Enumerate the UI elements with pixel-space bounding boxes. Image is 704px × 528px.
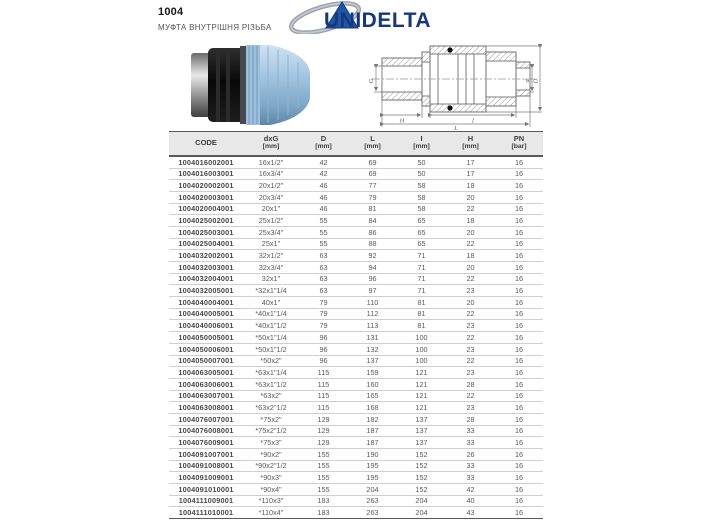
cell-h: 28	[446, 378, 495, 390]
title-block	[158, 6, 272, 32]
cell-d: 183	[299, 495, 348, 507]
cell-h: 23	[446, 285, 495, 297]
cell-dxg: 32x1/2"	[243, 250, 299, 262]
cell-dxg: *90x2"1/2	[243, 460, 299, 472]
cell-code: 1004016002001	[169, 156, 243, 168]
cell-dxg: *50x2"	[243, 355, 299, 367]
cell-pn: 16	[495, 367, 543, 379]
cell-l: 86	[348, 226, 397, 238]
cell-i: 204	[397, 507, 446, 519]
cell-i: 50	[397, 168, 446, 180]
cell-code: 1004040006001	[169, 320, 243, 332]
cell-i: 121	[397, 367, 446, 379]
cell-pn: 16	[495, 425, 543, 437]
cell-i: 152	[397, 484, 446, 496]
cell-h: 17	[446, 156, 495, 168]
cell-dxg: *75x2"1/2	[243, 425, 299, 437]
cell-pn: 16	[495, 262, 543, 274]
cell-l: 112	[348, 308, 397, 320]
cell-code: 1004050006001	[169, 343, 243, 355]
cell-d: 96	[299, 355, 348, 367]
cell-h: 22	[446, 332, 495, 344]
table-row	[169, 238, 543, 250]
cell-l: 263	[348, 507, 397, 519]
spec-table-body	[169, 156, 543, 519]
cell-code: 1004040004001	[169, 297, 243, 309]
cell-pn: 16	[495, 308, 543, 320]
table-row	[169, 203, 543, 215]
cell-d: 115	[299, 402, 348, 414]
cell-dxg: 16x1/2"	[243, 156, 299, 168]
cell-dxg: *110x4"	[243, 507, 299, 519]
cell-pn: 16	[495, 238, 543, 250]
cell-i: 81	[397, 297, 446, 309]
cell-l: 187	[348, 425, 397, 437]
cell-l: 190	[348, 449, 397, 461]
cell-d: 129	[299, 425, 348, 437]
cell-i: 121	[397, 378, 446, 390]
cell-dxg: *75x2"	[243, 413, 299, 425]
cell-dxg: 25x3/4"	[243, 226, 299, 238]
cell-dxg: 32x3/4"	[243, 262, 299, 274]
cell-h: 22	[446, 355, 495, 367]
table-row	[169, 226, 543, 238]
cell-i: 81	[397, 308, 446, 320]
cell-pn: 16	[495, 215, 543, 227]
cell-h: 22	[446, 203, 495, 215]
cell-l: 69	[348, 168, 397, 180]
cell-pn: 16	[495, 484, 543, 496]
dim-label-h: H	[399, 117, 405, 125]
cell-l: 84	[348, 215, 397, 227]
cell-code: 1004091008001	[169, 460, 243, 472]
cell-dxg: *75x3"	[243, 437, 299, 449]
cell-l: 165	[348, 390, 397, 402]
cell-dxg: *32x1"1/4	[243, 285, 299, 297]
cell-h: 42	[446, 484, 495, 496]
cell-dxg: *63x1"1/4	[243, 367, 299, 379]
cell-d: 129	[299, 437, 348, 449]
table-row	[169, 250, 543, 262]
cell-h: 26	[446, 449, 495, 461]
col-header-d: D [mm]	[299, 132, 348, 156]
cell-l: 113	[348, 320, 397, 332]
cell-code: 1004040005001	[169, 308, 243, 320]
cell-i: 121	[397, 402, 446, 414]
cell-d: 63	[299, 262, 348, 274]
cell-l: 263	[348, 495, 397, 507]
technical-drawing	[368, 27, 548, 131]
cell-code: 1004025004001	[169, 238, 243, 250]
col-header-code: CODE	[169, 132, 243, 156]
cell-h: 23	[446, 402, 495, 414]
cell-dxg: 20x1"	[243, 203, 299, 215]
cell-pn: 16	[495, 472, 543, 484]
cell-h: 22	[446, 238, 495, 250]
cell-h: 33	[446, 437, 495, 449]
cell-code: 1004063005001	[169, 367, 243, 379]
cell-i: 137	[397, 437, 446, 449]
cell-i: 58	[397, 191, 446, 203]
cell-code: 1004063006001	[169, 378, 243, 390]
cell-code: 1004063008001	[169, 402, 243, 414]
cell-i: 152	[397, 460, 446, 472]
cell-dxg: 20x1/2"	[243, 180, 299, 192]
cell-l: 131	[348, 332, 397, 344]
cell-code: 1004091010001	[169, 484, 243, 496]
cell-l: 137	[348, 355, 397, 367]
cell-h: 28	[446, 413, 495, 425]
cell-pn: 16	[495, 203, 543, 215]
spec-table-header	[169, 132, 543, 156]
cell-h: 17	[446, 168, 495, 180]
cell-pn: 16	[495, 437, 543, 449]
table-row	[169, 449, 543, 461]
cell-code: 1004016003001	[169, 168, 243, 180]
brand-name: UNIDELTA	[324, 9, 432, 32]
cell-code: 1004076009001	[169, 437, 243, 449]
cell-i: 100	[397, 355, 446, 367]
table-row	[169, 180, 543, 192]
cell-d: 46	[299, 191, 348, 203]
cell-h: 18	[446, 215, 495, 227]
cell-i: 71	[397, 262, 446, 274]
col-header-h: H [mm]	[446, 132, 495, 156]
cell-dxg: *40x1"1/2	[243, 320, 299, 332]
cell-d: 96	[299, 332, 348, 344]
cell-i: 50	[397, 156, 446, 168]
table-row	[169, 472, 543, 484]
dim-label-d-big: D	[532, 78, 540, 84]
cell-dxg: *90x4"	[243, 484, 299, 496]
cell-h: 20	[446, 191, 495, 203]
cell-h: 40	[446, 495, 495, 507]
cell-l: 110	[348, 297, 397, 309]
cell-pn: 16	[495, 285, 543, 297]
cell-h: 33	[446, 460, 495, 472]
cell-d: 79	[299, 308, 348, 320]
cell-i: 100	[397, 343, 446, 355]
cell-code: 1004032004001	[169, 273, 243, 285]
cell-d: 115	[299, 378, 348, 390]
cell-pn: 16	[495, 413, 543, 425]
cell-i: 71	[397, 273, 446, 285]
cell-i: 58	[397, 180, 446, 192]
cell-pn: 16	[495, 378, 543, 390]
cell-h: 22	[446, 273, 495, 285]
table-row	[169, 156, 543, 168]
cell-code: 1004032005001	[169, 285, 243, 297]
cell-d: 63	[299, 250, 348, 262]
cell-code: 1004091009001	[169, 472, 243, 484]
cell-l: 182	[348, 413, 397, 425]
cell-d: 183	[299, 507, 348, 519]
cell-code: 1004020003001	[169, 191, 243, 203]
cell-code: 1004020002001	[169, 180, 243, 192]
table-row	[169, 390, 543, 402]
cell-i: 65	[397, 215, 446, 227]
cell-i: 71	[397, 285, 446, 297]
cell-dxg: 20x3/4"	[243, 191, 299, 203]
cell-i: 58	[397, 203, 446, 215]
cell-code: 1004025002001	[169, 215, 243, 227]
table-row	[169, 378, 543, 390]
cell-d: 129	[299, 413, 348, 425]
cell-h: 18	[446, 250, 495, 262]
cell-dxg: *50x1"1/4	[243, 332, 299, 344]
cell-d: 55	[299, 226, 348, 238]
cell-pn: 16	[495, 273, 543, 285]
table-row	[169, 402, 543, 414]
cell-d: 155	[299, 460, 348, 472]
cell-l: 97	[348, 285, 397, 297]
cell-pn: 16	[495, 226, 543, 238]
cell-i: 65	[397, 226, 446, 238]
dim-label-g: G	[368, 78, 375, 84]
cell-code: 1004111010001	[169, 507, 243, 519]
table-row	[169, 343, 543, 355]
cell-l: 81	[348, 203, 397, 215]
cell-pn: 16	[495, 332, 543, 344]
cell-code: 1004050007001	[169, 355, 243, 367]
dim-label-d-small: d	[524, 79, 531, 83]
cell-code: 1004020004001	[169, 203, 243, 215]
cell-code: 1004025003001	[169, 226, 243, 238]
cell-l: 195	[348, 472, 397, 484]
cell-dxg: 16x3/4"	[243, 168, 299, 180]
cell-l: 77	[348, 180, 397, 192]
cell-l: 69	[348, 156, 397, 168]
cell-d: 42	[299, 168, 348, 180]
table-row	[169, 437, 543, 449]
cell-i: 65	[397, 238, 446, 250]
cell-code: 1004076007001	[169, 413, 243, 425]
cell-h: 18	[446, 180, 495, 192]
cell-code: 1004032003001	[169, 262, 243, 274]
cell-i: 152	[397, 472, 446, 484]
cell-l: 79	[348, 191, 397, 203]
dim-label-i: I	[471, 117, 475, 125]
cell-dxg: 25x1/2"	[243, 215, 299, 227]
table-row	[169, 367, 543, 379]
cell-dxg: *63x1"1/2	[243, 378, 299, 390]
cell-l: 187	[348, 437, 397, 449]
cell-dxg: *40x1"1/4	[243, 308, 299, 320]
table-row	[169, 413, 543, 425]
cell-h: 33	[446, 472, 495, 484]
cell-d: 63	[299, 285, 348, 297]
col-header-l: L [mm]	[348, 132, 397, 156]
cell-l: 88	[348, 238, 397, 250]
table-row	[169, 320, 543, 332]
cell-i: 100	[397, 332, 446, 344]
cell-pn: 16	[495, 343, 543, 355]
cell-d: 155	[299, 449, 348, 461]
cell-i: 71	[397, 250, 446, 262]
cell-pn: 16	[495, 495, 543, 507]
cell-dxg: 40x1"	[243, 297, 299, 309]
cell-l: 92	[348, 250, 397, 262]
cell-d: 46	[299, 203, 348, 215]
cell-pn: 16	[495, 191, 543, 203]
cell-i: 137	[397, 425, 446, 437]
cell-dxg: *110x3"	[243, 495, 299, 507]
cell-i: 137	[397, 413, 446, 425]
cell-dxg: *90x3"	[243, 472, 299, 484]
cell-code: 1004091007001	[169, 449, 243, 461]
table-row	[169, 191, 543, 203]
cell-pn: 16	[495, 320, 543, 332]
col-header-i: I [mm]	[397, 132, 446, 156]
cell-d: 55	[299, 238, 348, 250]
cell-i: 121	[397, 390, 446, 402]
table-row	[169, 484, 543, 496]
table-row	[169, 495, 543, 507]
table-row	[169, 168, 543, 180]
cell-pn: 16	[495, 507, 543, 519]
cell-code: 1004032002001	[169, 250, 243, 262]
cell-d: 42	[299, 156, 348, 168]
dim-label-l: L	[454, 125, 458, 131]
cell-pn: 16	[495, 460, 543, 472]
cell-i: 204	[397, 495, 446, 507]
cell-l: 132	[348, 343, 397, 355]
cell-pn: 16	[495, 402, 543, 414]
cell-d: 79	[299, 320, 348, 332]
cell-pn: 16	[495, 180, 543, 192]
product-photo	[186, 44, 318, 126]
table-row	[169, 332, 543, 344]
cell-l: 204	[348, 484, 397, 496]
cell-code: 1004111009001	[169, 495, 243, 507]
cell-l: 96	[348, 273, 397, 285]
cell-dxg: *63x2"1/2	[243, 402, 299, 414]
cell-h: 22	[446, 308, 495, 320]
cell-pn: 16	[495, 297, 543, 309]
cell-pn: 16	[495, 390, 543, 402]
cell-l: 160	[348, 378, 397, 390]
cell-d: 115	[299, 390, 348, 402]
cell-dxg: *50x1"1/2	[243, 343, 299, 355]
cell-i: 81	[397, 320, 446, 332]
cell-h: 23	[446, 367, 495, 379]
cell-l: 168	[348, 402, 397, 414]
cell-pn: 16	[495, 250, 543, 262]
cell-d: 155	[299, 484, 348, 496]
cell-l: 159	[348, 367, 397, 379]
spec-table	[169, 131, 543, 519]
cell-h: 23	[446, 343, 495, 355]
table-row	[169, 308, 543, 320]
cell-pn: 16	[495, 355, 543, 367]
table-row	[169, 285, 543, 297]
product-title: МУФТА ВНУТРІШНЯ РІЗЬБА	[158, 23, 272, 32]
cell-d: 155	[299, 472, 348, 484]
cell-h: 43	[446, 507, 495, 519]
cell-d: 79	[299, 297, 348, 309]
cell-l: 94	[348, 262, 397, 274]
table-row	[169, 297, 543, 309]
cell-code: 1004076008001	[169, 425, 243, 437]
cell-pn: 16	[495, 449, 543, 461]
cell-h: 22	[446, 390, 495, 402]
section-drawing-icon	[368, 27, 548, 131]
cell-pn: 16	[495, 156, 543, 168]
fitting-photo-icon	[186, 44, 318, 126]
table-row	[169, 355, 543, 367]
cell-dxg: *90x2"	[243, 449, 299, 461]
cell-dxg: *63x2"	[243, 390, 299, 402]
cell-d: 63	[299, 273, 348, 285]
cell-code: 1004063007001	[169, 390, 243, 402]
cell-h: 33	[446, 425, 495, 437]
cell-h: 23	[446, 320, 495, 332]
cell-code: 1004050005001	[169, 332, 243, 344]
cell-d: 96	[299, 343, 348, 355]
cell-d: 46	[299, 180, 348, 192]
cell-d: 115	[299, 367, 348, 379]
cell-i: 152	[397, 449, 446, 461]
cell-d: 55	[299, 215, 348, 227]
cell-pn: 16	[495, 168, 543, 180]
table-row	[169, 262, 543, 274]
cell-l: 195	[348, 460, 397, 472]
table-row	[169, 215, 543, 227]
table-row	[169, 273, 543, 285]
cell-h: 20	[446, 226, 495, 238]
table-row	[169, 460, 543, 472]
cell-dxg: 25x1"	[243, 238, 299, 250]
product-code: 1004	[158, 6, 184, 18]
col-header-dxg: dxG [mm]	[243, 132, 299, 156]
col-header-pn: PN [bar]	[495, 132, 543, 156]
cell-h: 20	[446, 262, 495, 274]
table-row	[169, 425, 543, 437]
cell-h: 20	[446, 297, 495, 309]
table-row	[169, 507, 543, 519]
cell-dxg: 32x1"	[243, 273, 299, 285]
